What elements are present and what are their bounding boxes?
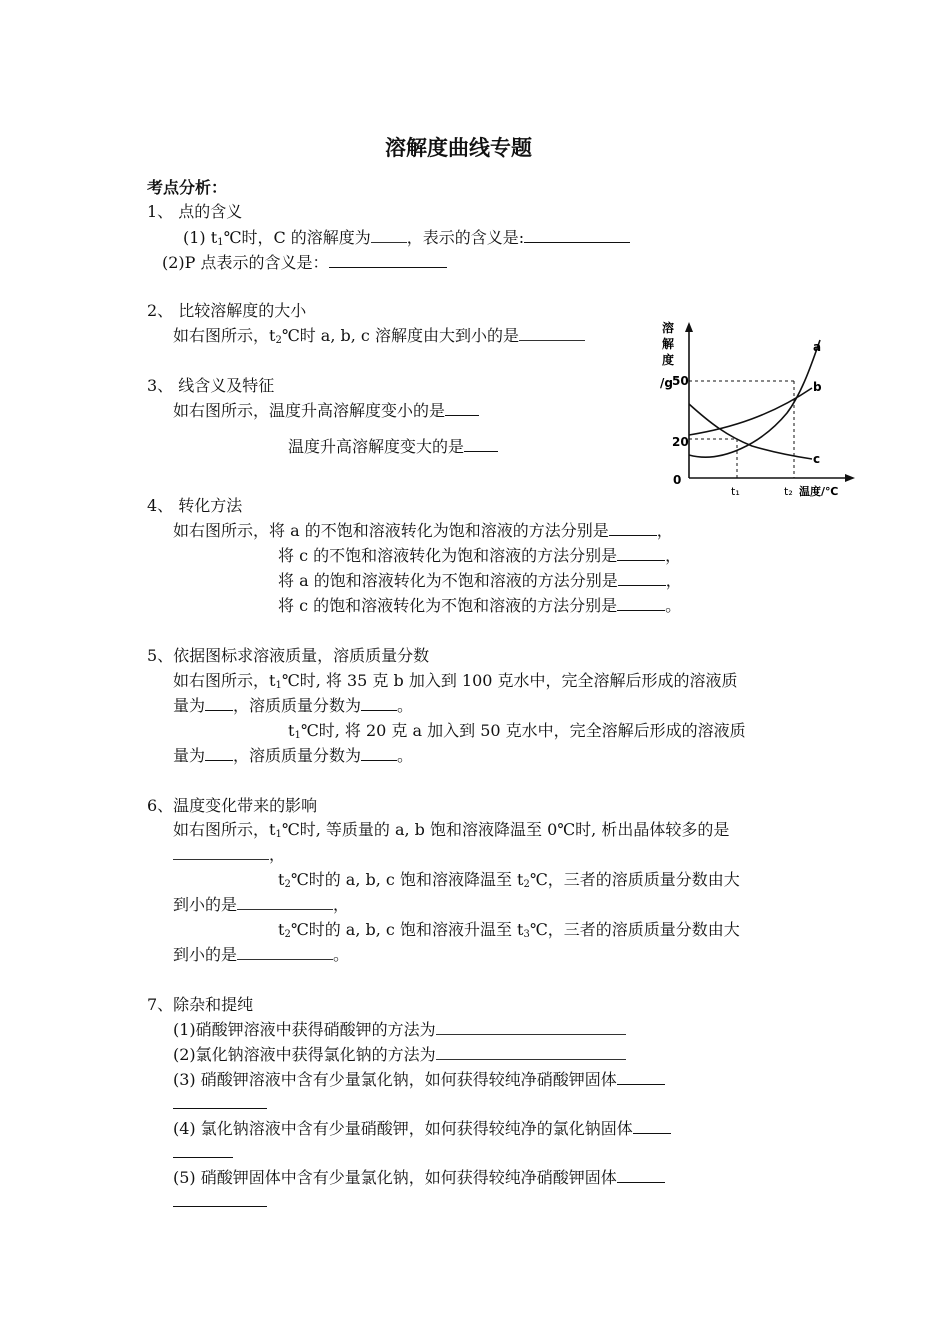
s7-question-3: (3) 硝酸钾溶液中含有少量氯化钠，如何获得较纯净硝酸钾固体 xyxy=(173,1070,665,1090)
answer-blank[interactable] xyxy=(618,571,666,586)
answer-blank[interactable] xyxy=(436,1020,626,1035)
answer-blank[interactable] xyxy=(237,895,333,910)
s6-line-1: 如右图所示，$t_1℃$时, 等质量的 a, b 饱和溶液降温至 0℃时, 析出晶体较多的是 xyxy=(173,820,730,840)
solubility-curve-chart xyxy=(652,318,862,500)
y-axis-label-char: 度 xyxy=(662,353,675,367)
section-3-heading: 3、 线含义及特征 xyxy=(147,376,275,395)
s5-line-4: 量为 ，溶质质量分数为 。 xyxy=(173,746,414,765)
answer-blank[interactable] xyxy=(445,401,479,416)
s2-question: 如右图所示，$t_2℃$时 a, b, c 溶解度由大到小的是 xyxy=(173,326,585,346)
s7-question-4-continued xyxy=(173,1143,233,1163)
answer-blank[interactable] xyxy=(609,521,657,536)
s5-line-3: $t_1℃$时, 将 20 克 a 加入到 50 克水中，完全溶解后形成的溶液质 xyxy=(288,721,746,741)
answer-blank[interactable] xyxy=(361,746,397,761)
section-7-heading: 7、除杂和提纯 xyxy=(147,995,254,1014)
answer-blank[interactable] xyxy=(633,1119,671,1134)
s5-line-1: 如右图所示，$t_1℃$时, 将 35 克 b 加入到 100 克水中，完全溶解后形成的溶液质 xyxy=(173,671,738,691)
s6-line-4: 到小的是 ， xyxy=(173,895,350,914)
s5-line-2: 量为 ，溶质质量分数为 。 xyxy=(173,696,414,715)
s6-line-3: $t_2℃$时的 a, b, c 饱和溶液降温至 $t_2℃$，三者的溶质质量分数由大 xyxy=(278,870,740,890)
answer-blank[interactable] xyxy=(237,945,333,960)
page-title: 溶解度曲线专题 xyxy=(385,135,532,160)
answer-blank[interactable] xyxy=(173,1143,233,1158)
y-axis-label-char: 解 xyxy=(662,337,675,351)
answer-blank[interactable] xyxy=(371,228,407,243)
x-axis-arrow xyxy=(845,474,855,482)
answer-blank[interactable] xyxy=(617,546,665,561)
s7-question-2: (2)氯化钠溶液中获得氯化钠的方法为 xyxy=(173,1045,626,1065)
answer-blank[interactable] xyxy=(173,845,269,860)
s6-line-6: 到小的是 。 xyxy=(173,945,350,964)
x-axis-label: 温度/℃ xyxy=(799,485,839,498)
analysis-heading: 考点分析： xyxy=(147,178,228,197)
answer-blank[interactable] xyxy=(173,1094,267,1109)
y-tick-label: 20 xyxy=(672,435,689,449)
s4-question-3: 将 a 的饱和溶液转化为不饱和溶液的方法分别是 ， xyxy=(278,571,682,590)
s1-question-1: (1) $t_1℃$时，C 的溶解度为 ，表示的含义是: xyxy=(183,228,630,248)
section-4-heading: 4、 转化方法 xyxy=(147,496,243,515)
answer-blank[interactable] xyxy=(519,326,585,341)
answer-blank[interactable] xyxy=(524,228,630,243)
s7-question-3-continued xyxy=(173,1094,267,1114)
answer-blank[interactable] xyxy=(617,1070,665,1085)
s7-question-1: (1)硝酸钾溶液中获得硝酸钾的方法为 xyxy=(173,1020,626,1040)
answer-blank[interactable] xyxy=(205,696,233,711)
s6-line-2: ， xyxy=(173,845,285,865)
y-axis-arrow xyxy=(685,322,693,332)
answer-blank[interactable] xyxy=(617,596,665,611)
s1-question-2: (2)P 点表示的含义是： xyxy=(162,253,447,273)
answer-blank[interactable] xyxy=(173,1192,267,1207)
series-label-b: b xyxy=(813,380,822,394)
y-tick-label: 0 xyxy=(673,473,682,487)
x-tick-label: t₂ xyxy=(784,485,793,498)
x-tick-label: t₁ xyxy=(731,485,740,498)
s6-line-5: $t_2℃$时的 a, b, c 饱和溶液升温至 $t_3℃$，三者的溶质质量分数由大 xyxy=(278,920,740,940)
series-line-a xyxy=(689,340,820,457)
answer-blank[interactable] xyxy=(205,746,233,761)
s4-question-4: 将 c 的饱和溶液转化为不饱和溶液的方法分别是 。 xyxy=(278,596,682,615)
section-1-heading: 1、 点的含义 xyxy=(147,202,243,221)
answer-blank[interactable] xyxy=(436,1045,626,1060)
section-2-heading: 2、 比较溶解度的大小 xyxy=(147,301,307,320)
s7-question-4: (4) 氯化钠溶液中含有少量硝酸钾，如何获得较纯净的氯化钠固体 xyxy=(173,1119,671,1139)
s4-question-2: 将 c 的不饱和溶液转化为饱和溶液的方法分别是 ， xyxy=(278,546,682,565)
y-axis-unit: /g xyxy=(660,376,673,390)
answer-blank[interactable] xyxy=(329,253,447,268)
answer-blank[interactable] xyxy=(617,1168,665,1183)
s3-question-1: 如右图所示，温度升高溶解度变小的是 xyxy=(173,401,479,421)
series-label-a: a xyxy=(813,340,822,354)
answer-blank[interactable] xyxy=(464,437,498,452)
s7-question-5-continued xyxy=(173,1192,267,1212)
answer-blank[interactable] xyxy=(361,696,397,711)
y-axis-label-char: 溶 xyxy=(662,321,675,335)
y-tick-label: 50 xyxy=(672,374,689,388)
s4-question-1: 如右图所示，将 a 的不饱和溶液转化为饱和溶液的方法分别是 ， xyxy=(173,521,673,540)
s3-question-2: 温度升高溶解度变大的是 xyxy=(288,437,498,457)
series-label-c: c xyxy=(813,452,821,466)
section-5-heading: 5、依据图标求溶液质量，溶质质量分数 xyxy=(147,646,430,665)
s7-question-5: (5) 硝酸钾固体中含有少量氯化钠，如何获得较纯净硝酸钾固体 xyxy=(173,1168,665,1188)
section-6-heading: 6、温度变化带来的影响 xyxy=(147,796,318,815)
